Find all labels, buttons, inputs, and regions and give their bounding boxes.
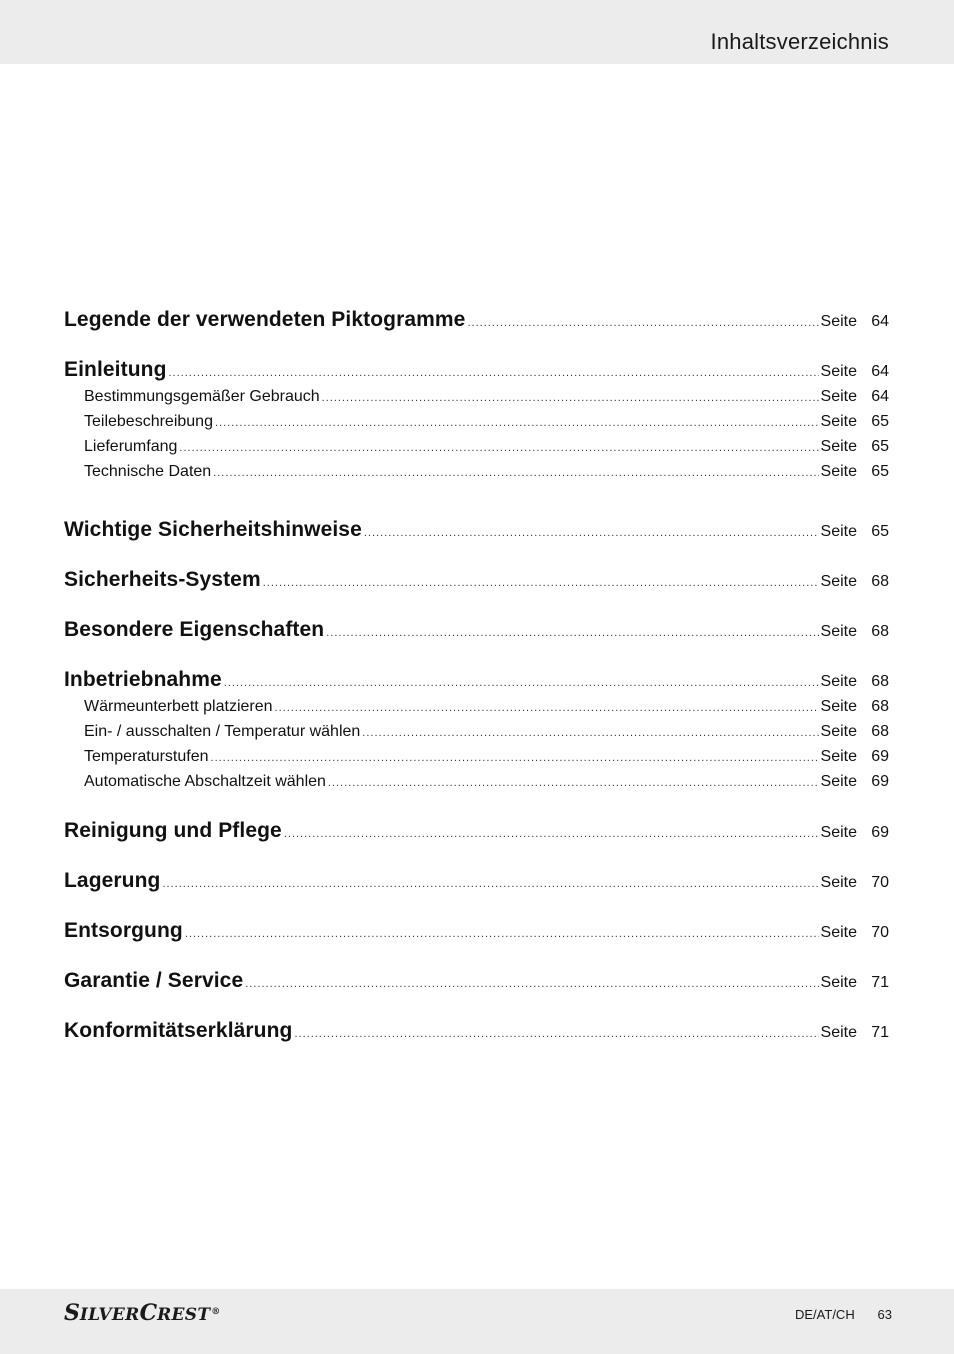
toc-seite-label: Seite — [820, 413, 857, 430]
toc-subentry-label: Ein- / ausschalten / Temperatur wählen — [84, 723, 361, 740]
toc-page-number: 71 — [871, 1024, 889, 1041]
toc-page-number: 68 — [871, 673, 889, 690]
leader-dots — [275, 702, 819, 714]
toc-page-number: 69 — [871, 773, 889, 790]
toc-entry[interactable] — [64, 819, 889, 843]
leader-dots — [179, 442, 818, 454]
toc-seite-label: Seite — [820, 388, 857, 405]
toc-seite-label: Seite — [820, 363, 857, 380]
toc-seite-label: Seite — [820, 698, 857, 715]
toc-page-number: 70 — [871, 874, 889, 891]
toc-subentry-label: Temperaturstufen — [84, 748, 209, 765]
footer-region: DE/AT/CH — [795, 1307, 855, 1322]
leader-dots — [263, 577, 819, 589]
toc-seite-label: Seite — [820, 748, 857, 765]
toc-seite-label: Seite — [820, 1024, 857, 1041]
leader-dots — [162, 878, 818, 890]
toc-page-number: 70 — [871, 924, 889, 941]
toc-seite-label: Seite — [820, 463, 857, 480]
toc-page-number: 64 — [871, 313, 889, 330]
toc-subentry-label: Technische Daten — [84, 463, 212, 480]
toc-page-number: 65 — [871, 523, 889, 540]
toc-seite-label: Seite — [820, 313, 857, 330]
toc-entry[interactable] — [64, 308, 889, 332]
toc-subentry-label: Lieferumfang — [84, 438, 178, 455]
toc-entry-label: Legende der verwendeten Piktogramme — [64, 308, 466, 331]
toc-entry[interactable] — [64, 919, 889, 943]
toc-subentry[interactable] — [84, 773, 889, 791]
toc-seite-label: Seite — [820, 974, 857, 991]
toc-seite-label: Seite — [820, 673, 857, 690]
leader-dots — [294, 1028, 818, 1040]
toc-seite-label: Seite — [820, 824, 857, 841]
toc-subentry[interactable] — [84, 698, 889, 716]
leader-dots — [169, 367, 819, 379]
toc-page-number: 68 — [871, 573, 889, 590]
leader-dots — [328, 777, 819, 789]
leader-dots — [467, 317, 818, 329]
toc-entry[interactable] — [64, 568, 889, 592]
toc-seite-label: Seite — [820, 874, 857, 891]
toc-entry-label: Entsorgung — [64, 919, 183, 942]
leader-dots — [245, 978, 818, 990]
toc-entry[interactable] — [64, 618, 889, 642]
toc-subentry[interactable] — [84, 388, 889, 406]
leader-dots — [364, 527, 819, 539]
toc-entry-label: Besondere Eigenschaften — [64, 618, 325, 641]
leader-dots — [326, 627, 818, 639]
toc-subentry[interactable] — [84, 748, 889, 766]
toc-entry[interactable] — [64, 969, 889, 993]
toc-subentry[interactable] — [84, 723, 889, 741]
toc-entry-label: Konformitätserklärung — [64, 1019, 293, 1042]
toc-subentry[interactable] — [84, 438, 889, 456]
toc-page-number: 68 — [871, 623, 889, 640]
toc-seite-label: Seite — [820, 773, 857, 790]
toc-page-number: 65 — [871, 463, 889, 480]
silvercrest-logo: SILVERCREST® — [64, 1300, 221, 1326]
toc-page-number: 69 — [871, 824, 889, 841]
leader-dots — [211, 752, 819, 764]
leader-dots — [185, 928, 819, 940]
leader-dots — [362, 727, 818, 739]
toc-subentry-label: Automatische Abschaltzeit wählen — [84, 773, 326, 790]
toc-entry-label: Garantie / Service — [64, 969, 244, 992]
toc-entry-label: Sicherheits-System — [64, 568, 261, 591]
toc-entry-label: Lagerung — [64, 869, 161, 892]
toc-entry[interactable] — [64, 358, 889, 382]
toc-entry-label: Reinigung und Pflege — [64, 819, 282, 842]
toc-page-number: 68 — [871, 698, 889, 715]
toc-seite-label: Seite — [820, 623, 857, 640]
leader-dots — [322, 392, 819, 404]
toc-page-number: 71 — [871, 974, 889, 991]
toc-page-number: 64 — [871, 363, 889, 380]
toc-entry[interactable] — [64, 869, 889, 893]
toc-subentry[interactable] — [84, 463, 889, 481]
toc-subentry-label: Teilebeschreibung — [84, 413, 213, 430]
leader-dots — [224, 677, 819, 689]
toc-seite-label: Seite — [820, 438, 857, 455]
toc-seite-label: Seite — [820, 924, 857, 941]
toc-page-number: 68 — [871, 723, 889, 740]
toc-entry[interactable] — [64, 1019, 889, 1043]
toc-entry-label: Einleitung — [64, 358, 167, 381]
leader-dots — [213, 467, 818, 479]
toc-page-number: 64 — [871, 388, 889, 405]
toc-entry[interactable] — [64, 518, 889, 542]
toc-entry-label: Wichtige Sicherheitshinweise — [64, 518, 362, 541]
leader-dots — [215, 417, 819, 429]
toc-subentry-label: Bestimmungsgemäßer Gebrauch — [84, 388, 320, 405]
toc-seite-label: Seite — [820, 523, 857, 540]
leader-dots — [284, 828, 819, 840]
toc-seite-label: Seite — [820, 723, 857, 740]
toc-subentry-label: Wärmeunterbett platzieren — [84, 698, 273, 715]
toc-entry-label: Inbetriebnahme — [64, 668, 222, 691]
toc-subentry[interactable] — [84, 413, 889, 431]
footer-page-number: 63 — [877, 1307, 892, 1322]
toc-page-number: 65 — [871, 413, 889, 430]
toc-page-number: 65 — [871, 438, 889, 455]
toc-seite-label: Seite — [820, 573, 857, 590]
toc-entry[interactable] — [64, 668, 889, 692]
page-title: Inhaltsverzeichnis — [710, 29, 889, 54]
toc-page-number: 69 — [871, 748, 889, 765]
